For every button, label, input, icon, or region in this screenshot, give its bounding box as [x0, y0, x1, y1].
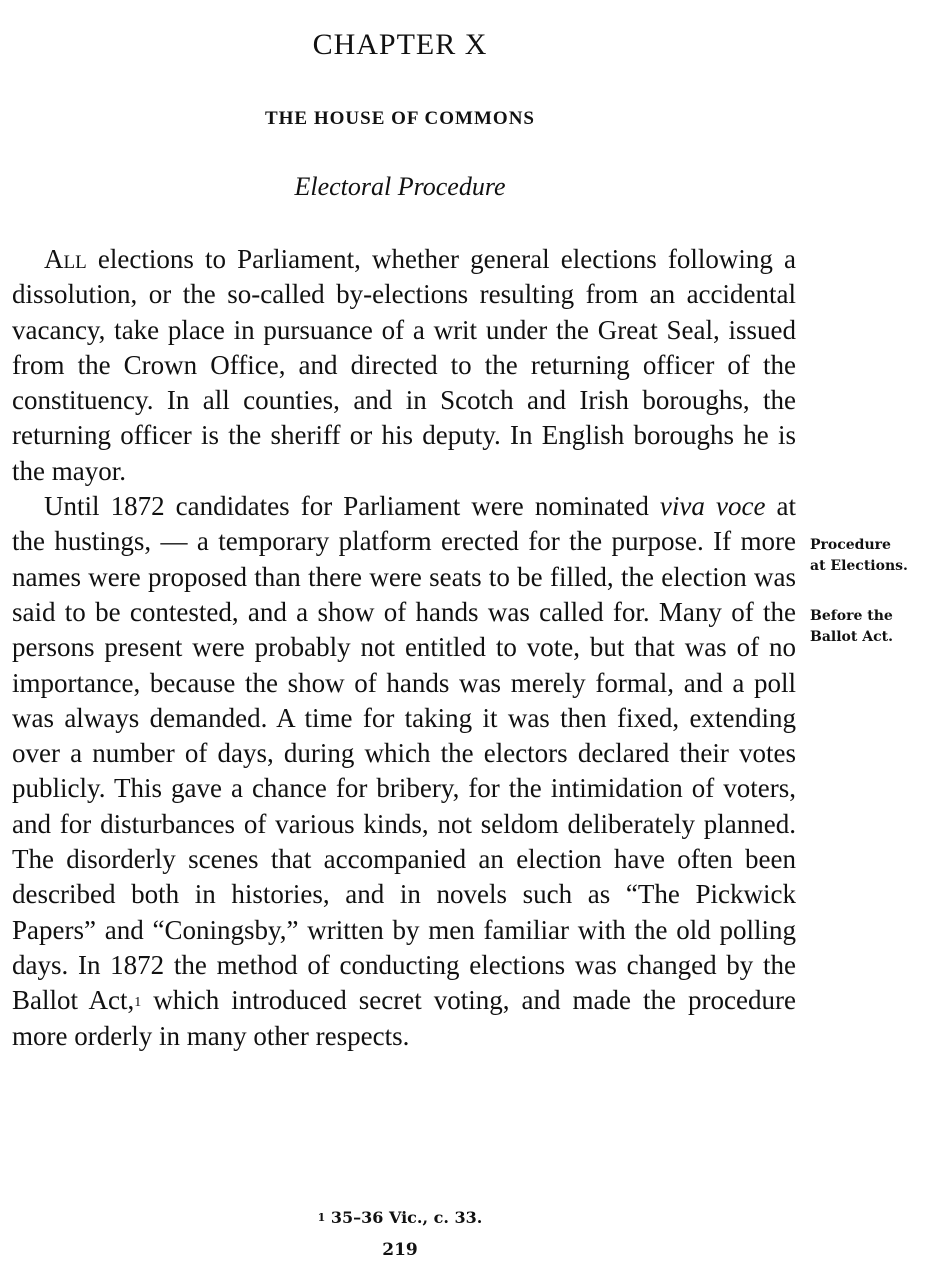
margin-note-line: Ballot Act. [810, 629, 893, 645]
footnote-reference: 1 [134, 995, 142, 1011]
paragraph-2 [12, 489, 796, 1054]
body-text [12, 242, 796, 1054]
paragraph-2-end: which introduced secret voting, and made the procedure more orderly in many other respects. [12, 985, 796, 1051]
drop-initial: A [44, 244, 64, 274]
margin-note-procedure [810, 535, 942, 577]
footnote-text: 35–36 Vic., c. 33. [325, 1208, 483, 1227]
paragraph-1 [12, 242, 796, 489]
margin-note-ballot-act [810, 606, 942, 648]
subsection-heading: Electoral Procedure [294, 172, 506, 201]
paragraph-1-text: elections to Parliament, whether general elections following a dissolution, or the so-called by-elections resulting from an accidental vacancy, take place in pursuance of a writ under the Great Seal, issued from the Crown Office, and directed to the returning officer of the constituency. In all counties, and in Scotch and Irish boroughs, the returning officer is the sheriff or his deputy. In English boroughs he is the mayor. [12, 244, 796, 486]
small-caps-lead: ll [63, 244, 87, 274]
footnote-marker: 1 [317, 1211, 326, 1224]
footnote [0, 1208, 800, 1227]
latin-phrase: viva voce [659, 491, 766, 522]
paragraph-2-middle: at the hustings, — a temporary platform erected for the purpose. If more names were proposed than there were seats to be filled, the election was said to be contested, and a show of hands was called for. Many of the persons present were probably not entitled to vote, but that was of no importance, because the show of hands was merely formal, and a poll was always demanded. A time for taking it was then fixed, extending over a number of days, during which the electors declared their votes publicly. This gave a chance for bribery, for the intimidation of voters, and for disturbances of various kinds, not seldom deliberately planned. The disorderly scenes that accompanied an election have often been described both in histories, and in novels such as “The Pickwick Papers” and “Coningsby,” written by men familiar with the old polling days. In 1872 the method of conducting elections was changed by the Ballot Act, [12, 491, 797, 1016]
margin-note-line: Procedure [810, 537, 891, 553]
paragraph-2-start: Until 1872 candidates for Parliament were nominated [44, 491, 660, 522]
section-heading: THE HOUSE OF COMMONS [264, 108, 535, 129]
margin-note-line: Before the [810, 608, 893, 624]
chapter-heading: CHAPTER X [312, 28, 488, 61]
page-number: 219 [382, 1240, 418, 1260]
margin-note-line: at Elections. [810, 558, 908, 574]
